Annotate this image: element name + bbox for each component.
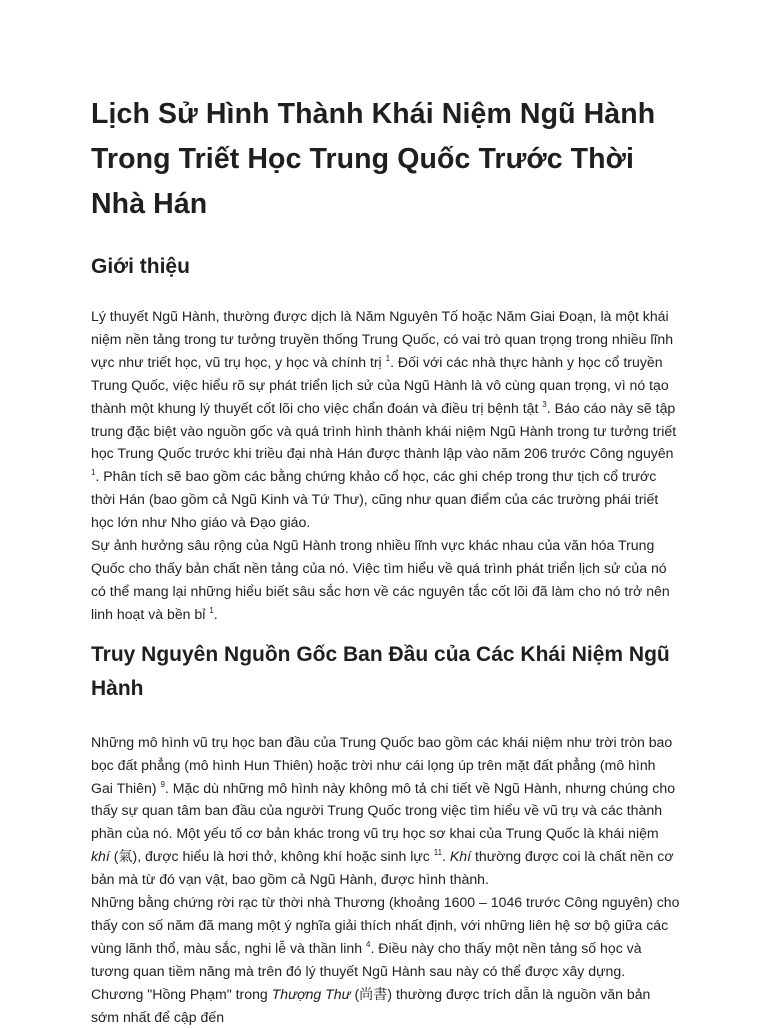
paragraph-origins-2: Những bằng chứng rời rạc từ thời nhà Thương (khoảng 1600 – 1046 trước Công nguyên) cho thấy con số năm đã mang một ý nghĩa giải thích nhất định, với những liên hệ sơ bộ giữa các vùng lãnh thổ, màu sắc, nghi lễ và thần linh $^4$. Điều này cho thấy một nền tảng số học và tương quan tiềm năng mà trên đó lý thuyết Ngũ Hành sau này có thể được xây dựng. Chương "Hồng Phạm" trong Thượng Thư (尚書) thường được trích dẫn là nguồn văn bản sớm nhất để cập đến [91,894,680,1025]
footnote-ref[interactable]: 1 [385,353,391,363]
paragraph-intro-2: Sự ảnh hưởng sâu rộng của Ngũ Hành trong nhiều lĩnh vực khác nhau của văn hóa Trung Quốc cho thấy bản chất nền tảng của nó. Việc tìm hiểu về quá trình phát triển lịch sử của nó có thể mang lại những hiểu biết sâu sắc hơn về các nguyên tắc cốt lõi đã làm cho nó trở nên linh hoạt và bền bỉ $^1$. [91,537,670,622]
paragraph-origins-1: Những mô hình vũ trụ học ban đầu của Trung Quốc bao gồm các khái niệm như trời tròn bao bọc đất phẳng (mô hình Hun Thiên) hoặc trời như cái lọng úp trên mặt đất phẳng (mô hình Gai Thiên) $^9$. Mặc dù những mô hình này không mô tả chi tiết về Ngũ Hành, nhưng chúng cho thấy sự quan tâm ban đầu của người Trung Quốc trong việc tìm hiểu về vũ trụ và các thành phần của nó. Một yếu tố cơ bản khác trong vũ trụ học sơ khai của Trung Quốc là khái niệm khí (氣), được hiểu là hơi thở, không khí hoặc sinh lực $^{11}$. Khí thường được coi là chất nền cơ bản mà từ đó vạn vật, bao gồm cả Ngũ Hành, được hình thành. [91,733,676,888]
book-title: Thượng Thư [271,985,351,1002]
footnote-ref[interactable]: 4 [366,939,371,949]
footnote-ref[interactable]: 9 [160,779,165,789]
chinese-chars: 尚書 [359,985,388,1002]
footnote-ref[interactable]: 11 [433,848,443,858]
footnote-ref[interactable]: 3 [542,399,547,409]
section-heading-introduction: Giới thiệu [91,255,190,278]
term-khi: Khí [449,848,472,865]
term-khi: khí [91,848,110,865]
document-title: Lịch Sử Hình Thành Khái Niệm Ngũ Hành Trong Triết Học Trung Quốc Trước Thời Nhà Hán [91,98,656,220]
paragraph-intro-1: Lý thuyết Ngũ Hành, thường được dịch là Năm Nguyên Tố hoặc Năm Giai Đoạn, là một khái niệm nền tảng trong tư tưởng truyền thống Trung Quốc, có vai trò quan trọng trong nhiều lĩnh vực như triết học, vũ trụ học, y học và chính trị $^1$. Đối với các nhà thực hành y học cổ truyền Trung Quốc, việc hiểu rõ sự phát triển lịch sử của Ngũ Hành là vô cùng quan trọng, vì nó tạo thành một khung lý thuyết cốt lõi cho việc chẩn đoán và điều trị bệnh tật $^3$. Báo cáo này sẽ tập trung đặc biệt vào nguồn gốc và quá trình hình thành khái niệm Ngũ Hành trong tư tưởng triết học Trung Quốc trước khi triều đại nhà Hán được thành lập vào năm 206 trước Công nguyên $^1$. Phân tích sẽ bao gồm các bằng chứng khảo cổ học, các ghi chép trong thư tịch cổ trước thời Hán (bao gồm cả Ngũ Kinh và Tứ Thư), cũng như quan điểm của các trường phái triết học lớn như Nho giáo và Đạo giáo. [91,308,677,531]
section-heading-origins: Truy Nguyên Nguồn Gốc Ban Đầu của Các Khái Niệm Ngũ Hành [91,642,670,700]
document-page [91,92,681,1028]
chinese-char: 氣 [118,848,133,865]
footnote-ref[interactable]: 1 [209,605,214,615]
footnote-ref[interactable]: 1 [91,468,96,478]
